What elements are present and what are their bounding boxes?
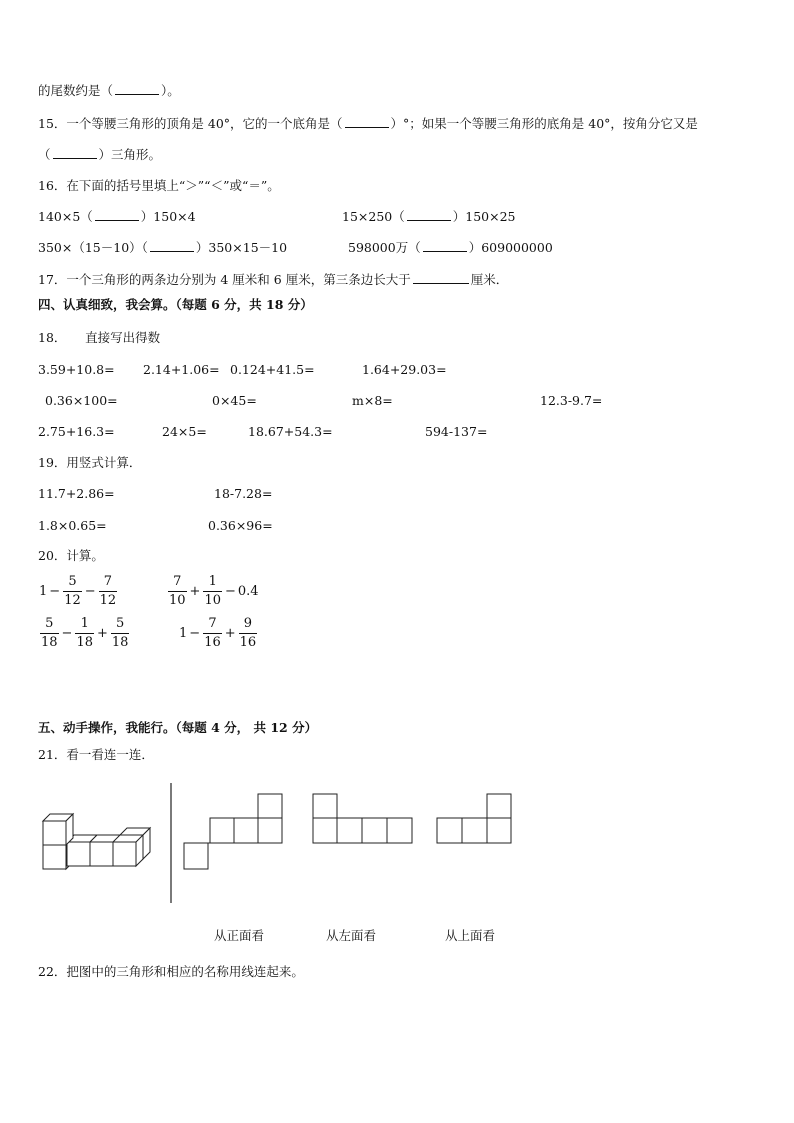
grid-cell (487, 818, 511, 843)
q19-item-4: 0.36×96= (208, 518, 273, 533)
e1-num-1: 5 (68, 574, 77, 589)
e2-den-1: 10 (169, 593, 186, 608)
e2-num-2: 1 (208, 574, 217, 589)
cube-front (43, 845, 66, 869)
q16-item-1-left: 140×5（ (38, 209, 93, 224)
q21-view-grid-3 (437, 794, 511, 843)
q16-item-1-right: ）150×4 (140, 209, 196, 224)
view-label-top: 从上面看 (445, 928, 496, 943)
grid-cell (462, 818, 487, 843)
grid-cell (487, 794, 511, 818)
q14-tail-close: ）。 (161, 83, 180, 98)
q18-r2-c4: 12.3-9.7= (540, 393, 603, 408)
q22-title: 22．把图中的三角形和相应的名称用线连起来。 (38, 964, 304, 979)
q17-text-a: 17．一个三角形的两条边分别为 4 厘米和 6 厘米，第三条边长大于 (38, 272, 411, 287)
q18-r1-c3: 0.124+41.5= (230, 362, 315, 377)
cube-side (136, 835, 143, 866)
grid-cell (437, 818, 462, 843)
e1-den-2: 12 (99, 593, 117, 608)
e3-num-3: 5 (116, 616, 125, 631)
q18-r3-c2: 24×5= (162, 424, 207, 439)
q18-r2-c3: m×8= (352, 393, 393, 408)
q19-item-3: 1.8×0.65= (38, 518, 107, 533)
q16-item-2-right: ）150×25 (452, 209, 516, 224)
q16-item-4-left: 598000万（ (348, 240, 421, 255)
q18-r1-c2: 2.14+1.06= (143, 362, 220, 377)
e3-op2: + (97, 626, 108, 641)
q15-text-c: （ (38, 147, 51, 162)
e1-op1: − (49, 584, 61, 599)
q15-text-d: ）三角形。 (98, 147, 162, 162)
grid-cell (313, 794, 337, 818)
q18-r3-c1: 2.75+16.3= (38, 424, 115, 439)
grid-cell (258, 818, 282, 843)
q16-title: 16．在下面的括号里填上“＞”“＜”或“＝”。 (38, 178, 280, 193)
e4-den-1: 16 (204, 635, 221, 650)
e4-num-2: 9 (243, 616, 253, 631)
e2-op2: − (225, 584, 236, 599)
q17-text-b: 厘米． (470, 272, 509, 287)
section-5-title: 五、动手操作，我能行。（每题 4 分， 共 12 分） (38, 720, 318, 735)
e2-tail: 0.4 (237, 584, 259, 599)
q21-3d-cube-model (43, 814, 150, 869)
e1-op2: − (84, 584, 96, 599)
q15-text-a: 15．一个等腰三角形的顶角是 40°，它的一个底角是（ (38, 116, 343, 131)
e2-op1: + (189, 584, 201, 599)
q21-view-grid-1 (184, 794, 282, 869)
q19-item-1: 11.7+2.86= (38, 486, 115, 501)
cube-front (43, 821, 66, 845)
q16-item-3-left: 350×（15－10）（ (38, 240, 148, 255)
cube-front (90, 842, 113, 866)
q21-title: 21．看一看连一连． (38, 747, 154, 762)
e3-den-3: 18 (111, 635, 129, 650)
e1-lead: 1 (39, 584, 48, 599)
grid-cell (337, 818, 362, 843)
e4-den-2: 16 (239, 635, 257, 650)
e3-op1: − (61, 626, 73, 641)
q18-r2-c1: 0.36×100= (45, 393, 118, 408)
view-label-front: 从正面看 (214, 928, 265, 943)
q18-r3-c4: 594-137= (425, 424, 488, 439)
e3-den-2: 18 (76, 635, 93, 650)
e2-num-1: 7 (173, 574, 182, 589)
q18-r3-c3: 18.67+54.3= (248, 424, 333, 439)
q18-r1-c4: 1.64+29.03= (362, 362, 447, 377)
q15-text-b: ）°；如果一个等腰三角形的底角是 40°，按角分它又是 (390, 116, 698, 131)
grid-cell (184, 843, 208, 869)
e2-den-2: 10 (204, 593, 221, 608)
q14-tail-text: 的尾数约是（ (38, 83, 114, 98)
grid-cell (362, 818, 387, 843)
q19-title: 19．用竖式计算． (38, 455, 142, 470)
q19-item-2: 18-7.28= (214, 486, 273, 501)
q18-r2-c2: 0×45= (212, 393, 257, 408)
e4-op2: + (224, 626, 236, 641)
grid-cell (234, 818, 258, 843)
q16-item-4-right: ）609000000 (468, 240, 553, 255)
q18-r1-c1: 3.59+10.8= (38, 362, 115, 377)
e1-den-1: 12 (64, 593, 81, 608)
view-label-left: 从左面看 (326, 928, 377, 943)
q18-title: 18． 直接写出得数 (38, 330, 161, 345)
e3-den-1: 18 (41, 635, 58, 650)
e4-lead: 1 (179, 626, 188, 641)
grid-cell (210, 818, 234, 843)
e1-num-2: 7 (103, 574, 113, 589)
q21-view-grid-2 (313, 794, 412, 843)
e3-num-1: 5 (45, 616, 54, 631)
q20-title: 20．计算。 (38, 548, 104, 563)
section-4-title: 四、认真细致，我会算。（每题 6 分，共 18 分） (38, 297, 313, 312)
q16-item-2-left: 15×250（ (342, 209, 405, 224)
cube-front (113, 842, 136, 866)
q16-item-3-right: ）350×15－10 (195, 240, 288, 255)
grid-cell (387, 818, 412, 843)
e4-num-1: 7 (208, 616, 217, 631)
e3-num-2: 1 (80, 616, 89, 631)
e4-op1: − (189, 626, 201, 641)
cube-front (67, 842, 90, 866)
grid-cell (258, 794, 282, 818)
grid-cell (313, 818, 337, 843)
